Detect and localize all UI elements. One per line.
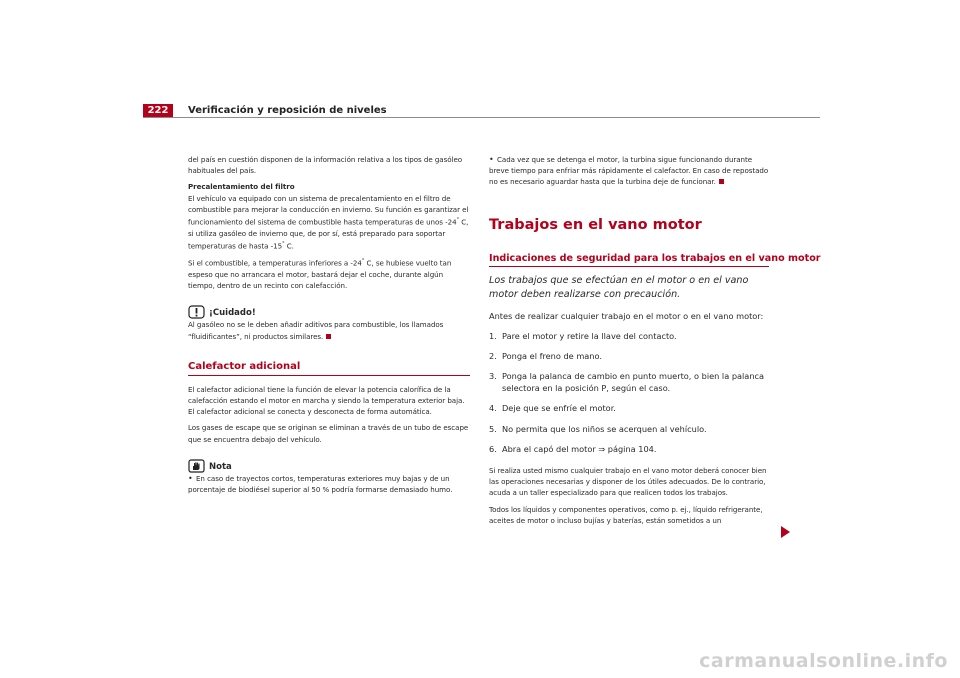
lead-text: Los trabajos que se efectúan en el motor o en el vano motor deben realizarse con precaución. xyxy=(489,274,749,300)
running-title: Verificación y reposición de niveles xyxy=(188,105,387,116)
paragraph: Si realiza usted mismo cualquier trabajo en el vano motor deberá conocer bien las operaciones necesarias y disponer de los útiles adecuados. De lo contrario, acuda a un taller especializado para que realicen todos los trabajos. xyxy=(489,466,767,498)
section-end-mark xyxy=(326,334,331,339)
section-heading-safety: Indicaciones de seguridad para los trabajos en el vano motor xyxy=(489,252,769,267)
paragraph: El calefactor adicional tiene la función de elevar la potencia calorífica de la calefacción estando el motor en marcha y siendo la temperatura exterior baja. El calefactor adicional se conecta y desconecta de forma automática. xyxy=(188,384,465,417)
watermark: carmanualsonline.info xyxy=(699,650,948,672)
bullet-paragraph: • Cada vez que se detenga el motor, la turbina sigue funcionando durante breve tiempo para enfriar más rápidamente el calefactor. En caso de repostado no es necesario aguardar hasta que la turbina deje de funcionar. xyxy=(489,155,769,187)
note-text: • En caso de trayectos cortos, temperaturas exteriores muy bajas y de un porcentaje de biodiésel superior al 50 % podría formarse demasiado humo. xyxy=(188,473,453,494)
section-heading-calefactor: Calefactor adicional xyxy=(188,360,470,376)
degree-sign: ° xyxy=(456,217,460,224)
list-item-page-link[interactable]: 6. Abra el capó del motor ⇒ página 104. xyxy=(489,443,657,454)
sub-heading-filter: Precalentamiento del filtro xyxy=(188,182,295,192)
paragraph: Si el combustible, a temperaturas inferiores a -24° C, se hubiese vuelto tan espeso que no arrancara el motor, bastará dejar el coche, durante algún tiempo, dentro de un recinto con calefacción. xyxy=(188,258,452,291)
chapter-heading: Trabajos en el vano motor xyxy=(489,216,702,233)
warning-icon xyxy=(188,305,205,319)
intro-text: Antes de realizar cualquier trabajo en el motor o en el vano motor: xyxy=(489,310,764,321)
paragraph: Todos los líquidos y componentes operativos, como p. ej., líquido refrigerante, aceites de motor o incluso bujías y baterías, están sometidos a un xyxy=(489,504,763,525)
degree-sign: ° xyxy=(361,258,365,265)
list-item: 5. No permita que los niños se acerquen al vehículo. xyxy=(489,423,707,434)
paragraph: El vehículo va equipado con un sistema de precalentamiento en el filtro de combustible para mejorar la conducción en invierno. Su función es garantizar el funcionamiento del sistema de combustible hasta temperaturas de unos -24° C, si utiliza gasóleo de invierno que, de por sí, está preparado para soportar temperaturas de hasta -15° C. xyxy=(188,193,469,251)
warning-title: ¡Cuidado! xyxy=(188,299,470,319)
list-item: 3. Ponga la palanca de cambio en punto muerto, o bien la palanca selectora en la posición P, según el caso. xyxy=(489,371,765,394)
next-page-arrow-icon[interactable] xyxy=(781,526,790,538)
right-column xyxy=(489,154,821,526)
note-title: Nota xyxy=(188,453,470,473)
list-item: 2. Ponga el freno de mano. xyxy=(489,350,602,361)
warning-text: Al gasóleo no se le deben añadir aditivos para combustible, los llamados “fluidificantes”, ni productos similares. xyxy=(188,320,444,341)
bullet: • xyxy=(489,155,494,164)
list-item: 4. Deje que se enfríe el motor. xyxy=(489,403,616,414)
note-hand-icon xyxy=(188,459,205,473)
paragraph: del país en cuestión disponen de la información relativa a los tipos de gasóleo habituales del país. xyxy=(188,155,463,176)
left-column xyxy=(188,154,470,495)
section-end-mark xyxy=(719,179,724,184)
paragraph: Los gases de escape que se originan se eliminan a través de un tubo de escape que se encuentra debajo del vehículo. xyxy=(188,423,469,444)
list-item: 1. Pare el motor y retire la llave del contacto. xyxy=(489,330,677,341)
degree-sign: ° xyxy=(282,240,285,247)
header-rule xyxy=(143,117,820,118)
steps-list xyxy=(489,330,769,455)
bullet: • xyxy=(188,473,193,483)
page-number: 222 xyxy=(143,104,173,118)
